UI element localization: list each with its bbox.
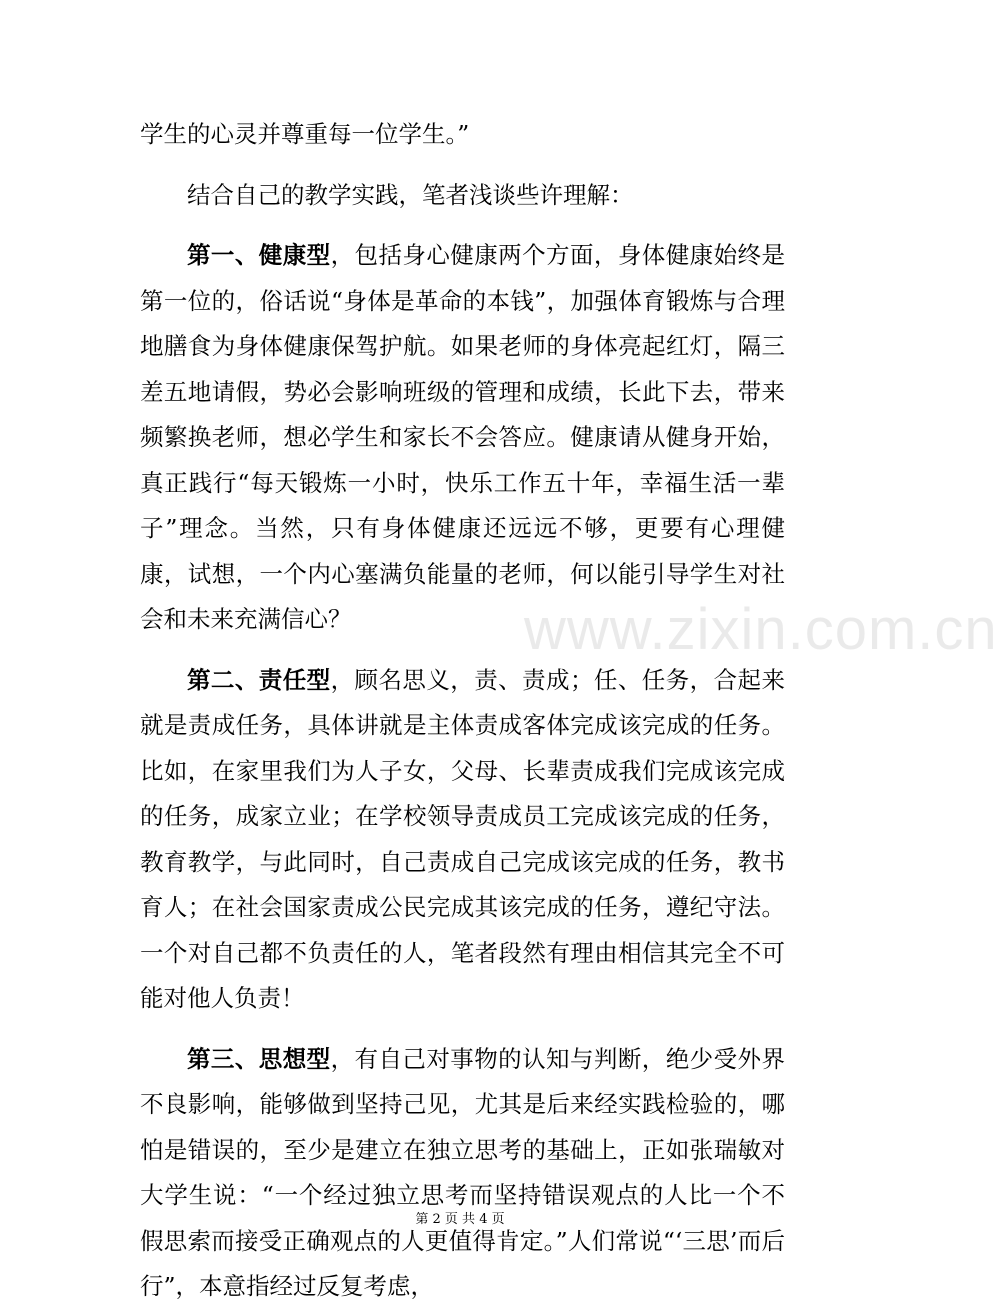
paragraph-health	[140, 233, 785, 643]
paragraph-text: 结合自己的教学实践，笔者浅谈些许理解：	[187, 180, 634, 209]
paragraph-lead-heading: 第一、健康型	[187, 241, 331, 269]
paragraph-1	[140, 112, 785, 158]
page-footer: 第 2 页 共 4 页	[415, 1212, 505, 1227]
document-body	[140, 112, 785, 1310]
paragraph-responsibility	[140, 658, 785, 1022]
paragraph-text: ，包括身心健康两个方面，身体健康始终是第一位的，俗话说“身体是革命的本钱”，加强体育锻炼与合理地膳食为身体健康保驾护航。如果老师的身体亮起红灯，隔三差五地请假，势必会影响班级的管理和成绩，长此下去，带来频繁换老师，想必学生和家长不会答应。健康请从健身开始，真正践行“每天锻炼一小时，快乐工作五十年，幸福生活一辈子”理念。当然，只有身体健康还远远不够，更要有心理健康，试想，一个内心塞满负能量的老师，何以能引导学生对社会和未来充满信心？	[140, 241, 785, 633]
paragraph-lead-heading: 第三、思想型	[187, 1044, 331, 1073]
paragraph-thought	[140, 1037, 785, 1310]
paragraph-2	[140, 173, 785, 219]
paragraph-text: 学生的心灵并尊重每一位学生。”	[140, 120, 470, 148]
paragraph-lead-heading: 第二、责任型	[187, 665, 331, 694]
paragraph-text: ，有自己对事物的认知与判断，绝少受外界不良影响，能够做到坚持己见，尤其是后来经实践检验的，哪怕是错误的，至少是建立在独立思考的基础上，正如张瑞敏对大学生说：“一个经过独立思考而坚持错误观点的人比一个不假思索而接受正确观点的人更值得肯定。”人们常说“‘三思’而后行”，本意指经过反复考虑，	[140, 1044, 785, 1300]
paragraph-text: ，顾名思义，责、责成；任、任务，合起来就是责成任务，具体讲就是主体责成客体完成该完成的任务。比如，在家里我们为人子女，父母、长辈责成我们完成该完成的任务，成家立业；在学校领导责成员工完成该完成的任务，教育教学，与此同时，自己责成自己完成该完成的任务，教书育人；在社会国家责成公民完成其该完成的任务，遵纪守法。一个对自己都不负责任的人，笔者段然有理由相信其完全不可能对他人负责！	[140, 665, 785, 1012]
watermark: www.zixin.com.cn	[524, 597, 998, 662]
